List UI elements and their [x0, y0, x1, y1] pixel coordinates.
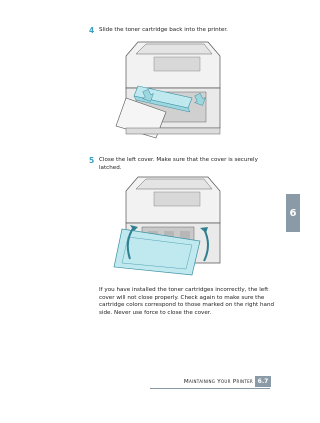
note-paragraph: If you have installed the toner cartridges incorrectly, the left cover will not close properly. Check again to make sure the cartridge colors correspond to those marked on the right hand side. Never use force to close the cover.: [99, 287, 275, 316]
printer-illustration-cartridge-insert: [108, 36, 226, 141]
footer-page-number: 6.7: [255, 376, 271, 387]
step-4-number: 4: [89, 26, 95, 35]
step-5-text: Close the left cover. Make sure that the cover is securely latched.: [99, 157, 258, 171]
step-4-text: Slide the toner cartridge back into the printer.: [99, 27, 228, 33]
step-5-number: 5: [89, 156, 95, 165]
footer-chapter-title: Maintaining Your Printer: [183, 379, 253, 385]
printer-illustration-close-cover: [108, 171, 226, 276]
footer-rule: [150, 388, 270, 389]
chapter-tab: 6: [286, 194, 300, 232]
